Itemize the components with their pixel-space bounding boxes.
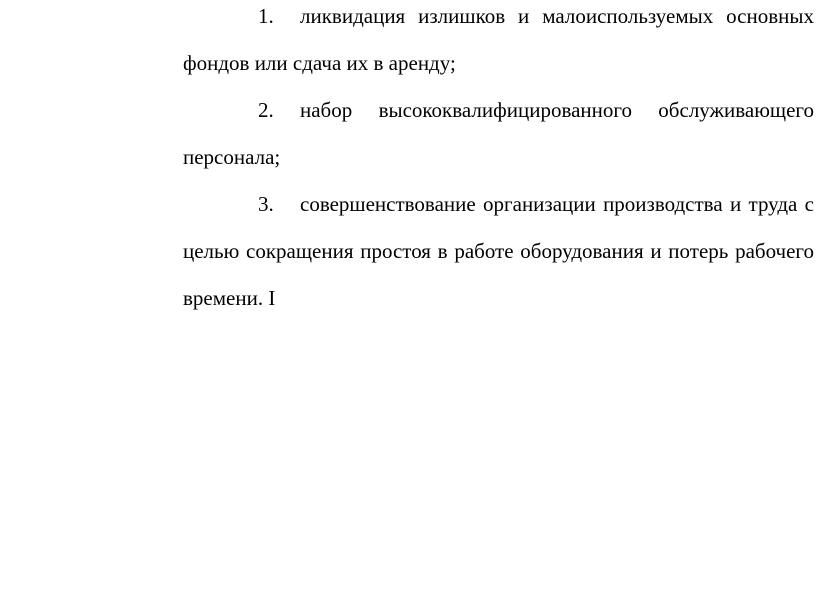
list-item-number: 3. [258,192,274,216]
list-item [183,87,814,181]
document-page [183,0,814,322]
list-item [183,0,814,87]
list-item-text: совершенствование организации производства и труда с целью сокращения простоя в работе оборудования и потерь рабочего времени. I [183,192,814,310]
list-item [183,181,814,322]
list-item-number: 2. [258,98,274,122]
list-item-text: набор высококвалифицированного обслуживающего персонала; [183,98,814,169]
list-item-number: 1. [258,4,274,28]
list-item-text: ликвидация излишков и малоиспользуемых основных фондов или сдача их в аренду; [183,4,814,75]
